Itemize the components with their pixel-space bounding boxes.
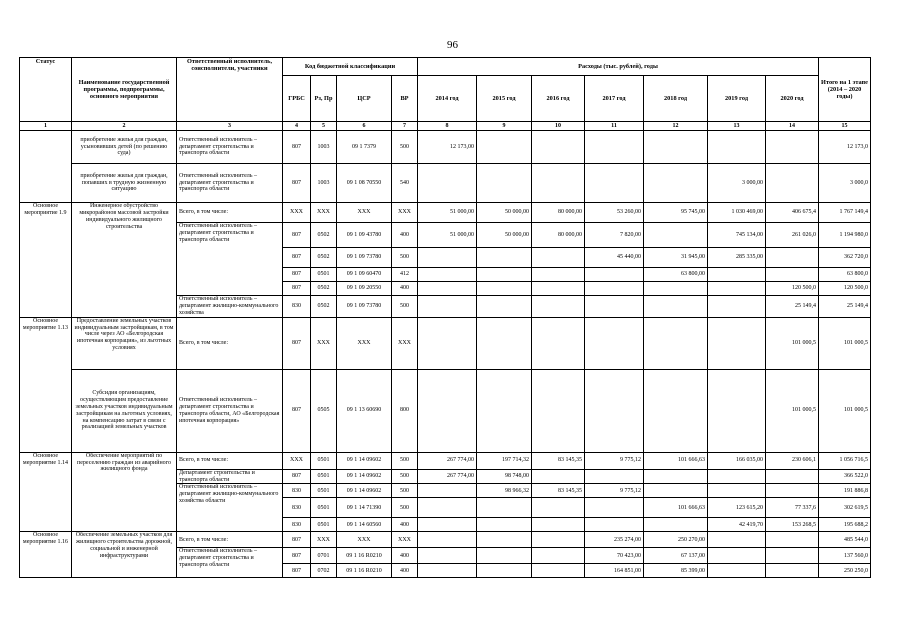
y2015-cell: 98 748,00 [477, 469, 532, 484]
y2020-cell [766, 548, 819, 564]
column-number: 7 [392, 122, 418, 131]
column-number: 4 [283, 122, 311, 131]
header-csr: ЦСР [337, 76, 392, 122]
y2017-cell: 70 423,00 [585, 548, 644, 564]
name-cell: Субсидия организациям, осуществляющим предоставление земельных участков индивидуальным застройщикам на льготных условиях, на компенсацию затрат в связи с реализацией земельных участков [72, 369, 177, 452]
y2014-cell: 267 774,00 [418, 452, 477, 469]
y2016-cell [532, 268, 585, 282]
y2019-cell: 166 035,00 [708, 452, 766, 469]
vr-cell: 400 [392, 564, 418, 578]
y2016-cell [532, 498, 585, 518]
status-cell: Основное мероприятие 1.13 [20, 317, 72, 452]
y2014-cell [418, 317, 477, 369]
column-number: 5 [311, 122, 337, 131]
y2016-cell [532, 164, 585, 203]
y2018-cell: 31 945,00 [644, 248, 708, 268]
column-number: 11 [585, 122, 644, 131]
status-cell: Основное мероприятие 1.14 [20, 452, 72, 532]
y2018-cell [644, 282, 708, 296]
name-cell: приобретение жилья для граждан, усыновивших детей (по решению суда) [72, 131, 177, 164]
rz-pr-cell: 0501 [311, 518, 337, 532]
y2018-cell [644, 469, 708, 484]
name-cell: Предоставление земельных участков индивидуальным застройщикам, в том числе через АО «Белгородская ипотечная корпорация», из льготных условиях [72, 317, 177, 369]
rz-pr-cell: ХХХ [311, 532, 337, 548]
rz-pr-cell: 0501 [311, 469, 337, 484]
header-2019: 2019 год [708, 76, 766, 122]
rz-pr-cell: 0502 [311, 296, 337, 318]
y2016-cell: 83 145,35 [532, 452, 585, 469]
y2019-cell [708, 369, 766, 452]
y2018-cell [644, 164, 708, 203]
y2014-cell [418, 268, 477, 282]
y2016-cell [532, 317, 585, 369]
y2015-cell: 50 000,00 [477, 223, 532, 248]
y2020-cell: 101 000,5 [766, 317, 819, 369]
grbs-cell: 807 [283, 131, 311, 164]
name-cell: Инженерное обустройство микрорайонов массовой застройки индивидуального жилищного строительства [72, 203, 177, 318]
y2015-cell [477, 498, 532, 518]
header-2020: 2020 год [766, 76, 819, 122]
total-cell: 302 619,5 [819, 498, 871, 518]
total-cell: 120 500,0 [819, 282, 871, 296]
y2019-cell [708, 548, 766, 564]
csr-cell: 09 1 7379 [337, 131, 392, 164]
vr-cell: 500 [392, 248, 418, 268]
y2014-cell [418, 248, 477, 268]
grbs-cell: 807 [283, 548, 311, 564]
total-cell: 12 173,0 [819, 131, 871, 164]
executor-cell: Всего, в том числе: [177, 317, 283, 369]
column-number: 12 [644, 122, 708, 131]
y2016-cell [532, 548, 585, 564]
column-number: 1 [20, 122, 72, 131]
status-cell: Основное мероприятие 1.9 [20, 203, 72, 318]
header-2017: 2017 год [585, 76, 644, 122]
y2016-cell [532, 282, 585, 296]
y2015-cell: 98 966,32 [477, 484, 532, 498]
y2018-cell [644, 518, 708, 532]
y2014-cell [418, 164, 477, 203]
csr-cell: ХХХ [337, 317, 392, 369]
vr-cell: ХХХ [392, 317, 418, 369]
y2015-cell [477, 532, 532, 548]
status-cell: Основное мероприятие 1.16 [20, 532, 72, 578]
executor-cell: Ответственный исполнитель – департамент строительства и транспорта области [177, 131, 283, 164]
y2018-cell: 101 666,63 [644, 498, 708, 518]
y2015-cell [477, 518, 532, 532]
csr-cell: 09 1 14 09602 [337, 484, 392, 498]
y2020-cell: 120 500,0 [766, 282, 819, 296]
budget-table [19, 57, 871, 578]
rz-pr-cell: ХХХ [311, 317, 337, 369]
vr-cell: 500 [392, 469, 418, 484]
column-number-row [20, 122, 871, 131]
table-row [20, 203, 871, 223]
y2017-cell: 164 851,00 [585, 564, 644, 578]
y2015-cell [477, 248, 532, 268]
rz-pr-cell: 0701 [311, 548, 337, 564]
y2020-cell [766, 532, 819, 548]
y2016-cell: 83 145,35 [532, 484, 585, 498]
y2020-cell [766, 164, 819, 203]
rz-pr-cell: 0702 [311, 564, 337, 578]
y2018-cell: 101 666,63 [644, 452, 708, 469]
grbs-cell: ХХХ [283, 203, 311, 223]
executor-cell: Ответственный исполнитель – департамент жилищно-коммунального хозяйства области [177, 484, 283, 532]
grbs-cell: 830 [283, 518, 311, 532]
y2018-cell [644, 484, 708, 498]
y2014-cell [418, 498, 477, 518]
rz-pr-cell: 1003 [311, 131, 337, 164]
header-executor: Ответственный исполнитель, соисполнители, участники [177, 58, 283, 122]
header-2016: 2016 год [532, 76, 585, 122]
y2019-cell: 745 134,00 [708, 223, 766, 248]
total-cell: 25 149,4 [819, 296, 871, 318]
rz-pr-cell: 0501 [311, 498, 337, 518]
header-2018: 2018 год [644, 76, 708, 122]
y2016-cell [532, 469, 585, 484]
y2017-cell [585, 369, 644, 452]
csr-cell: 09 1 13 60690 [337, 369, 392, 452]
vr-cell: 412 [392, 268, 418, 282]
header-expenses: Расходы (тыс. рублей), годы [418, 58, 819, 76]
column-number: 9 [477, 122, 532, 131]
column-number: 13 [708, 122, 766, 131]
csr-cell: 09 1 09 60470 [337, 268, 392, 282]
header-total: Итого на 1 этапе (2014 – 2020 годы) [819, 58, 871, 122]
y2015-cell [477, 317, 532, 369]
column-number: 8 [418, 122, 477, 131]
y2019-cell: 123 615,20 [708, 498, 766, 518]
y2017-cell [585, 317, 644, 369]
y2018-cell [644, 223, 708, 248]
y2014-cell [418, 548, 477, 564]
table-row [20, 532, 871, 548]
table-row [20, 164, 871, 203]
y2014-cell [418, 518, 477, 532]
header-grbs: ГРБС [283, 76, 311, 122]
y2016-cell [532, 296, 585, 318]
y2015-cell [477, 564, 532, 578]
y2019-cell [708, 484, 766, 498]
total-cell: 1 194 980,0 [819, 223, 871, 248]
y2018-cell: 250 270,00 [644, 532, 708, 548]
total-cell: 485 544,0 [819, 532, 871, 548]
grbs-cell: 830 [283, 498, 311, 518]
csr-cell: 09 1 14 71390 [337, 498, 392, 518]
csr-cell: ХХХ [337, 532, 392, 548]
header-rzpr: Рз, Пр [311, 76, 337, 122]
y2017-cell [585, 498, 644, 518]
y2018-cell [644, 369, 708, 452]
column-number: 10 [532, 122, 585, 131]
total-cell: 101 000,5 [819, 317, 871, 369]
column-number: 3 [177, 122, 283, 131]
csr-cell: 09 1 16 R0210 [337, 564, 392, 578]
y2017-cell: 9 775,12 [585, 484, 644, 498]
name-cell: приобретение жилья для граждан, попавших в трудную жизненную ситуацию [72, 164, 177, 203]
csr-cell: 09 1 16 R0210 [337, 548, 392, 564]
total-cell: 195 688,2 [819, 518, 871, 532]
vr-cell: 400 [392, 548, 418, 564]
grbs-cell: 807 [283, 369, 311, 452]
grbs-cell: 807 [283, 317, 311, 369]
y2020-cell [766, 248, 819, 268]
total-cell: 250 250,0 [819, 564, 871, 578]
rz-pr-cell: ХХХ [311, 203, 337, 223]
y2014-cell: 12 173,00 [418, 131, 477, 164]
grbs-cell: 807 [283, 248, 311, 268]
y2017-cell: 9 775,12 [585, 452, 644, 469]
executor-cell: Всего, в том числе: [177, 203, 283, 223]
y2020-cell [766, 484, 819, 498]
y2014-cell: 51 000,00 [418, 203, 477, 223]
y2017-cell: 45 440,00 [585, 248, 644, 268]
y2015-cell [477, 548, 532, 564]
y2020-cell [766, 469, 819, 484]
grbs-cell: 807 [283, 469, 311, 484]
executor-cell: Ответственный исполнитель – департамент строительства и транспорта области [177, 164, 283, 203]
csr-cell: 09 1 14 09602 [337, 452, 392, 469]
grbs-cell: 807 [283, 268, 311, 282]
executor-cell: Всего, в том числе: [177, 532, 283, 548]
y2019-cell: 285 335,00 [708, 248, 766, 268]
total-cell: 63 800,0 [819, 268, 871, 282]
y2019-cell: 42 419,70 [708, 518, 766, 532]
y2020-cell: 153 268,5 [766, 518, 819, 532]
y2016-cell: 80 000,00 [532, 223, 585, 248]
column-number: 14 [766, 122, 819, 131]
y2017-cell [585, 518, 644, 532]
y2016-cell [532, 248, 585, 268]
vr-cell: 400 [392, 518, 418, 532]
header-name: Наименование государственной программы, подпрограммы, основного мероприятия [72, 58, 177, 122]
y2019-cell [708, 469, 766, 484]
y2015-cell: 50 000,00 [477, 203, 532, 223]
y2016-cell [532, 369, 585, 452]
total-cell: 3 000,0 [819, 164, 871, 203]
rz-pr-cell: 1003 [311, 164, 337, 203]
y2020-cell [766, 268, 819, 282]
y2020-cell: 230 606,1 [766, 452, 819, 469]
y2018-cell: 95 745,00 [644, 203, 708, 223]
y2014-cell [418, 484, 477, 498]
y2014-cell [418, 282, 477, 296]
rz-pr-cell: 0505 [311, 369, 337, 452]
executor-cell: Всего, в том числе: [177, 452, 283, 469]
y2020-cell: 101 000,5 [766, 369, 819, 452]
csr-cell: 09 1 09 73780 [337, 296, 392, 318]
y2019-cell: 3 000,00 [708, 164, 766, 203]
y2014-cell [418, 369, 477, 452]
rz-pr-cell: 0502 [311, 248, 337, 268]
csr-cell: 09 1 08 70550 [337, 164, 392, 203]
grbs-cell: 807 [283, 164, 311, 203]
executor-cell: Департамент строительства и транспорта области [177, 469, 283, 484]
table-row [20, 131, 871, 164]
y2019-cell [708, 296, 766, 318]
y2015-cell [477, 164, 532, 203]
vr-cell: 500 [392, 296, 418, 318]
csr-cell: 09 1 09 43780 [337, 223, 392, 248]
csr-cell: 09 1 14 60560 [337, 518, 392, 532]
y2020-cell [766, 131, 819, 164]
grbs-cell: 807 [283, 223, 311, 248]
vr-cell: 540 [392, 164, 418, 203]
rz-pr-cell: 0501 [311, 268, 337, 282]
vr-cell: 500 [392, 452, 418, 469]
total-cell: 1 767 149,4 [819, 203, 871, 223]
rz-pr-cell: 0501 [311, 452, 337, 469]
y2018-cell: 85 399,00 [644, 564, 708, 578]
header-budget-code: Код бюджетной классификации [283, 58, 418, 76]
y2014-cell [418, 296, 477, 318]
y2017-cell [585, 131, 644, 164]
y2018-cell [644, 317, 708, 369]
y2015-cell [477, 296, 532, 318]
y2016-cell [532, 564, 585, 578]
column-number: 6 [337, 122, 392, 131]
vr-cell: 500 [392, 131, 418, 164]
y2020-cell: 25 149,4 [766, 296, 819, 318]
y2014-cell [418, 564, 477, 578]
vr-cell: 400 [392, 223, 418, 248]
y2020-cell: 261 026,0 [766, 223, 819, 248]
total-cell: 366 522,0 [819, 469, 871, 484]
table-row [20, 369, 871, 452]
y2017-cell [585, 296, 644, 318]
vr-cell: ХХХ [392, 532, 418, 548]
name-cell: Обеспечение мероприятий по переселению граждан из аварийного жилищного фонда [72, 452, 177, 532]
y2019-cell [708, 564, 766, 578]
rz-pr-cell: 0502 [311, 282, 337, 296]
csr-cell: 09 1 09 73780 [337, 248, 392, 268]
y2017-cell: 7 820,00 [585, 223, 644, 248]
page-number: 96 [447, 39, 458, 51]
y2015-cell: 197 714,32 [477, 452, 532, 469]
y2017-cell: 235 274,00 [585, 532, 644, 548]
header-vr: ВР [392, 76, 418, 122]
y2017-cell [585, 469, 644, 484]
csr-cell: ХХХ [337, 203, 392, 223]
y2018-cell: 67 137,00 [644, 548, 708, 564]
total-cell: 191 886,8 [819, 484, 871, 498]
y2017-cell: 53 260,00 [585, 203, 644, 223]
grbs-cell: 830 [283, 484, 311, 498]
vr-cell: 400 [392, 282, 418, 296]
vr-cell: 500 [392, 498, 418, 518]
csr-cell: 09 1 14 09602 [337, 469, 392, 484]
y2019-cell [708, 131, 766, 164]
y2014-cell [418, 532, 477, 548]
y2015-cell [477, 131, 532, 164]
rz-pr-cell: 0501 [311, 484, 337, 498]
y2014-cell: 267 774,00 [418, 469, 477, 484]
y2020-cell [766, 564, 819, 578]
y2015-cell [477, 369, 532, 452]
y2018-cell [644, 131, 708, 164]
csr-cell: 09 1 09 20550 [337, 282, 392, 296]
grbs-cell: ХХХ [283, 452, 311, 469]
y2015-cell [477, 268, 532, 282]
total-cell: 137 560,0 [819, 548, 871, 564]
y2017-cell [585, 164, 644, 203]
vr-cell: 800 [392, 369, 418, 452]
y2016-cell [532, 532, 585, 548]
y2016-cell [532, 131, 585, 164]
y2020-cell: 406 675,4 [766, 203, 819, 223]
column-number: 2 [72, 122, 177, 131]
header-status: Статус [20, 58, 72, 122]
executor-cell: Ответственный исполнитель – департамент строительства и транспорта области, АО «Белгородская ипотечная корпорация» [177, 369, 283, 452]
y2019-cell: 1 030 469,00 [708, 203, 766, 223]
y2018-cell: 63 800,00 [644, 268, 708, 282]
grbs-cell: 807 [283, 532, 311, 548]
y2019-cell [708, 317, 766, 369]
total-cell: 1 056 716,5 [819, 452, 871, 469]
vr-cell: ХХХ [392, 203, 418, 223]
table-row [20, 452, 871, 469]
y2018-cell [644, 296, 708, 318]
grbs-cell: 807 [283, 564, 311, 578]
y2017-cell [585, 268, 644, 282]
grbs-cell: 807 [283, 282, 311, 296]
vr-cell: 500 [392, 484, 418, 498]
y2019-cell [708, 282, 766, 296]
executor-cell: Ответственный исполнитель – департамент строительства и транспорта области [177, 223, 283, 296]
grbs-cell: 830 [283, 296, 311, 318]
column-number: 15 [819, 122, 871, 131]
y2017-cell [585, 282, 644, 296]
y2014-cell: 51 000,00 [418, 223, 477, 248]
y2015-cell [477, 282, 532, 296]
y2019-cell [708, 532, 766, 548]
executor-cell: Ответственный исполнитель – департамент строительства и транспорта области [177, 548, 283, 578]
name-cell: Обеспечение земельных участков для жилищного строительства дорожной, социальной и инженерной инфраструктурами [72, 532, 177, 578]
status-cell [20, 131, 72, 203]
total-cell: 362 720,0 [819, 248, 871, 268]
y2016-cell [532, 518, 585, 532]
y2016-cell: 80 000,00 [532, 203, 585, 223]
header-2014: 2014 год [418, 76, 477, 122]
header-2015: 2015 год [477, 76, 532, 122]
rz-pr-cell: 0502 [311, 223, 337, 248]
total-cell: 101 000,5 [819, 369, 871, 452]
y2020-cell: 77 337,6 [766, 498, 819, 518]
y2019-cell [708, 268, 766, 282]
table-row [20, 317, 871, 369]
table-body [20, 122, 871, 578]
executor-cell: Ответственный исполнитель – департамент жилищно-коммунального хозяйства [177, 296, 283, 318]
